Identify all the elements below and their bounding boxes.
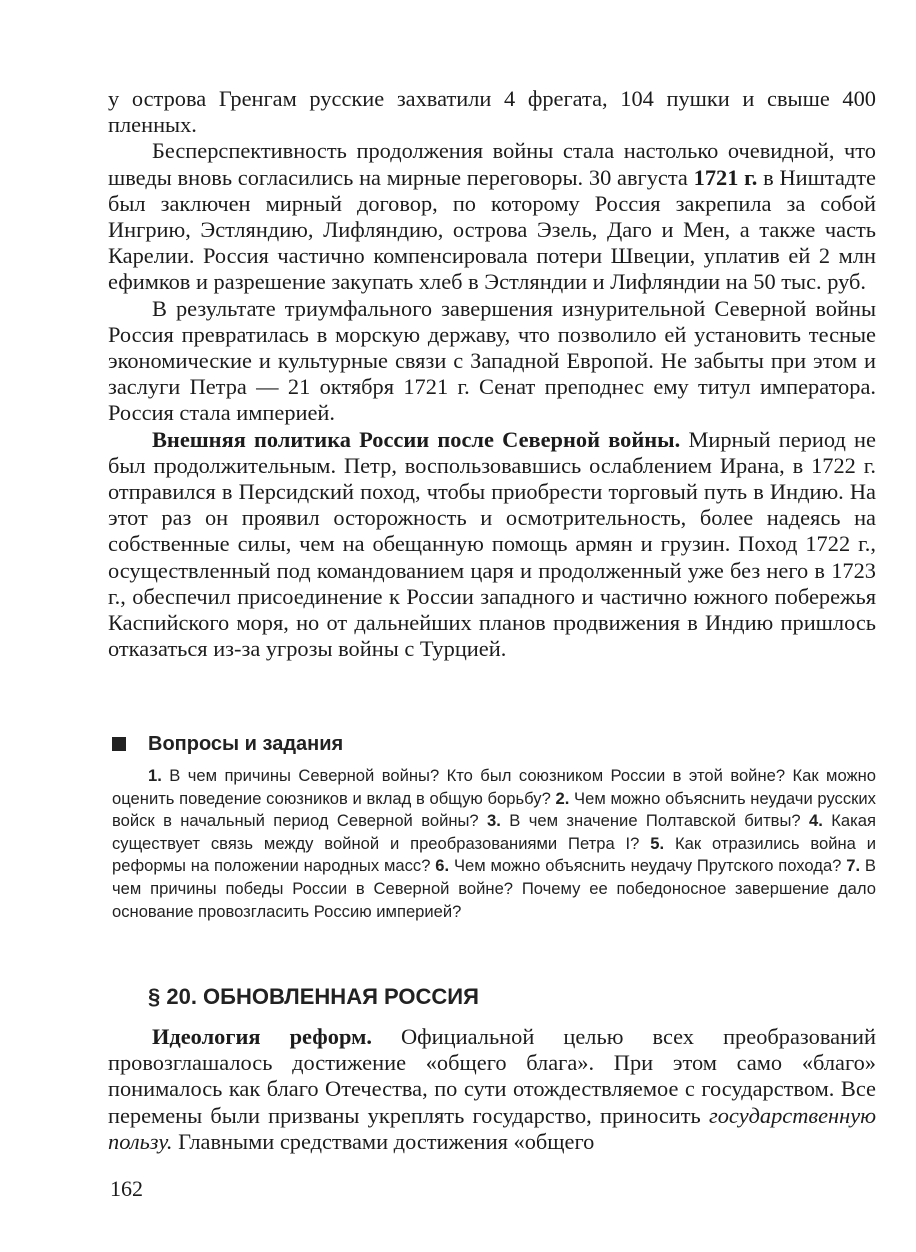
question-number: 1. (148, 766, 162, 785)
questions-block (112, 765, 876, 923)
questions-heading-text: Вопросы и задания (148, 733, 344, 755)
question-number: 5. (650, 833, 665, 853)
paragraph-text: Главными средствами достижения «общего (172, 1128, 595, 1154)
italic-phrase: государственную пользу. (108, 1102, 876, 1154)
body-text (108, 86, 876, 662)
section-title: § 20. ОБНОВЛЕННАЯ РОССИЯ (148, 984, 479, 1009)
question-text: Чем можно объяснить неудачи русских войск в начальный период Северной войны? (112, 788, 876, 831)
questions-paragraph (112, 765, 876, 923)
paragraph: у острова Гренгам русские захватили 4 фрегата, 104 пушки и свыше 400 пленных. (108, 86, 876, 138)
question-text: Какая существует связь между войной и преобразованиями Петра I? (112, 811, 876, 853)
question-text: В чем причины победы России в Северной войне? Почему ее победоносное завершение дало основание провозгласить Россию империей? (112, 856, 876, 921)
paragraph-text: Мирный период не был продолжительным. Петр, воспользовавшись ослаблением Ирана, в 1722 г. отправился в Персидский поход, чтобы приобрести торговый путь в Индию. На этот раз он проявил осторожность и осмотрительность, более надеясь на собственные силы, чем на обещанную помощь армян и грузин. Поход 1722 г., осуществленный под командованием царя и продолженный уже без него в 1723 г., обеспечил присоединение к России западного и частично южного побережья Каспийского моря, но от дальнейших планов продвижения в Индию пришлось отказаться из-за угрозы войны с Турцией. (108, 426, 876, 662)
questions-heading (112, 733, 343, 756)
question-number: 4. (809, 811, 823, 831)
paragraph (108, 1024, 876, 1155)
paragraph (108, 427, 876, 663)
question-number: 7. (846, 856, 861, 876)
page-number: 162 (110, 1176, 143, 1201)
section-text (108, 1024, 876, 1155)
subheading-inline: Идеология реформ. (152, 1024, 372, 1049)
question-number: 3. (487, 811, 501, 831)
question-number: 6. (435, 856, 450, 876)
question-text: В чем причины Северной войны? Кто был союзником России в этой войне? Как можно оценить поведение союзников и вклад в общую борьбу? (112, 766, 876, 808)
paragraph-text: Бесперспективность продолжения войны стала настолько очевидной, что шведы вновь согласились на мирные переговоры. 30 августа (108, 138, 876, 190)
paragraph-text: Официальной целью всех преобразований провозглашалось достижение «общего блага». При этом само «благо» понималось как благо Отечества, по сути отождествляемое с государством. Все перемены были призваны укреплять государство, приносить (108, 1024, 876, 1128)
question-text: В чем значение Полтавской битвы? (500, 811, 810, 831)
question-number: 2. (555, 788, 570, 808)
paragraph-text: в Ништадте был заключен мирный договор, по которому Россия закрепила за собой Ингрию, Эстляндию, Лифляндию, острова Эзель, Даго и Мен, а также часть Карелии. Россия частично компенсировала потери Швеции, уплатив ей 2 млн ефимков и разрешение закупать хлеб в Эстляндии и Лифляндии на 50 тыс. руб. (108, 164, 876, 295)
bold-date: 1721 г. (693, 164, 758, 190)
question-text: Как отразились война и реформы на положении народных масс? (112, 833, 876, 876)
paragraph (108, 138, 876, 295)
paragraph: В результате триумфального завершения изнурительной Северной войны Россия превратилась в морскую державу, что позволило ей установить тесные экономические и культурные связи с Западной Европой. Не забыты при этом и заслуги Петра — 21 октября 1721 г. Сенат преподнес ему титул императора. Россия стала империей. (108, 295, 876, 426)
square-bullet-icon (112, 737, 126, 751)
question-text: Чем можно объяснить неудачу Прутского похода? (449, 856, 847, 876)
subheading-inline: Внешняя политика России после Северной войны. (152, 426, 681, 452)
